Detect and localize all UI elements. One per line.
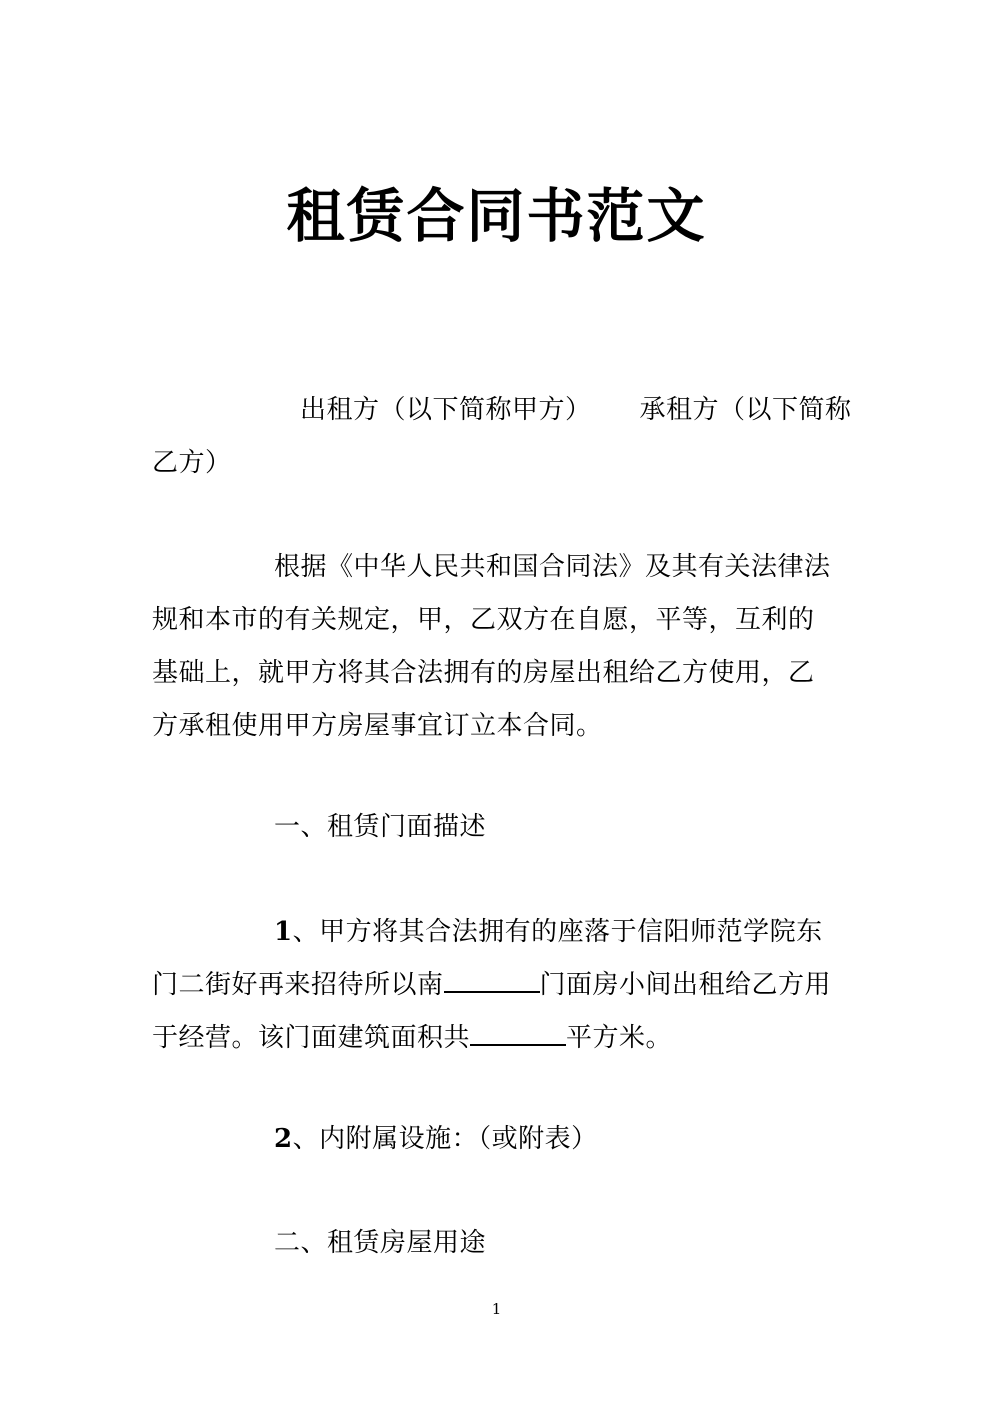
item-text: 门二街好再来招待所以南 <box>152 970 444 1000</box>
blank-line <box>444 969 540 993</box>
section-2-heading <box>152 1217 852 1270</box>
intro-line: 根据《中华人民共和国合同法》及其有关法律法 <box>274 552 831 582</box>
item-text: 平方米。 <box>566 1023 673 1053</box>
lessor-label: 出租方（以下简称甲方） <box>300 395 592 425</box>
section-1-heading <box>152 801 852 854</box>
document-title: 租赁合同书范文 <box>286 182 707 250</box>
intro-paragraph <box>152 541 852 753</box>
intro-line: 方承租使用甲方房屋事宜订立本合同。 <box>152 711 603 741</box>
section-heading: 二、租赁房屋用途 <box>274 1228 487 1258</box>
section-1-item-1 <box>152 906 852 1065</box>
item-text: 于经营。该门面建筑面积共 <box>152 1023 471 1053</box>
item-number: 1 <box>274 917 293 947</box>
item-text: 门面房小间出租给乙方用 <box>539 970 832 1000</box>
intro-line: 基础上，就甲方将其合法拥有的房屋出租给乙方使用，乙 <box>152 658 815 688</box>
parties-paragraph <box>152 384 852 490</box>
blank-line <box>470 1022 566 1046</box>
item-text: 、内附属设施：（或附表） <box>292 1124 598 1154</box>
page-number: 1 <box>491 1300 502 1318</box>
lessee-label-continued: 乙方） <box>152 448 232 478</box>
section-heading: 一、租赁门面描述 <box>274 812 487 842</box>
item-text: 、甲方将其合法拥有的座落于信阳师范学院东 <box>292 917 823 947</box>
intro-line: 规和本市的有关规定，甲，乙双方在自愿，平等，互利的 <box>152 605 815 635</box>
section-1-item-2 <box>152 1113 852 1166</box>
lessee-label: 承租方（以下简称 <box>639 395 852 425</box>
item-number: 2 <box>274 1124 293 1154</box>
